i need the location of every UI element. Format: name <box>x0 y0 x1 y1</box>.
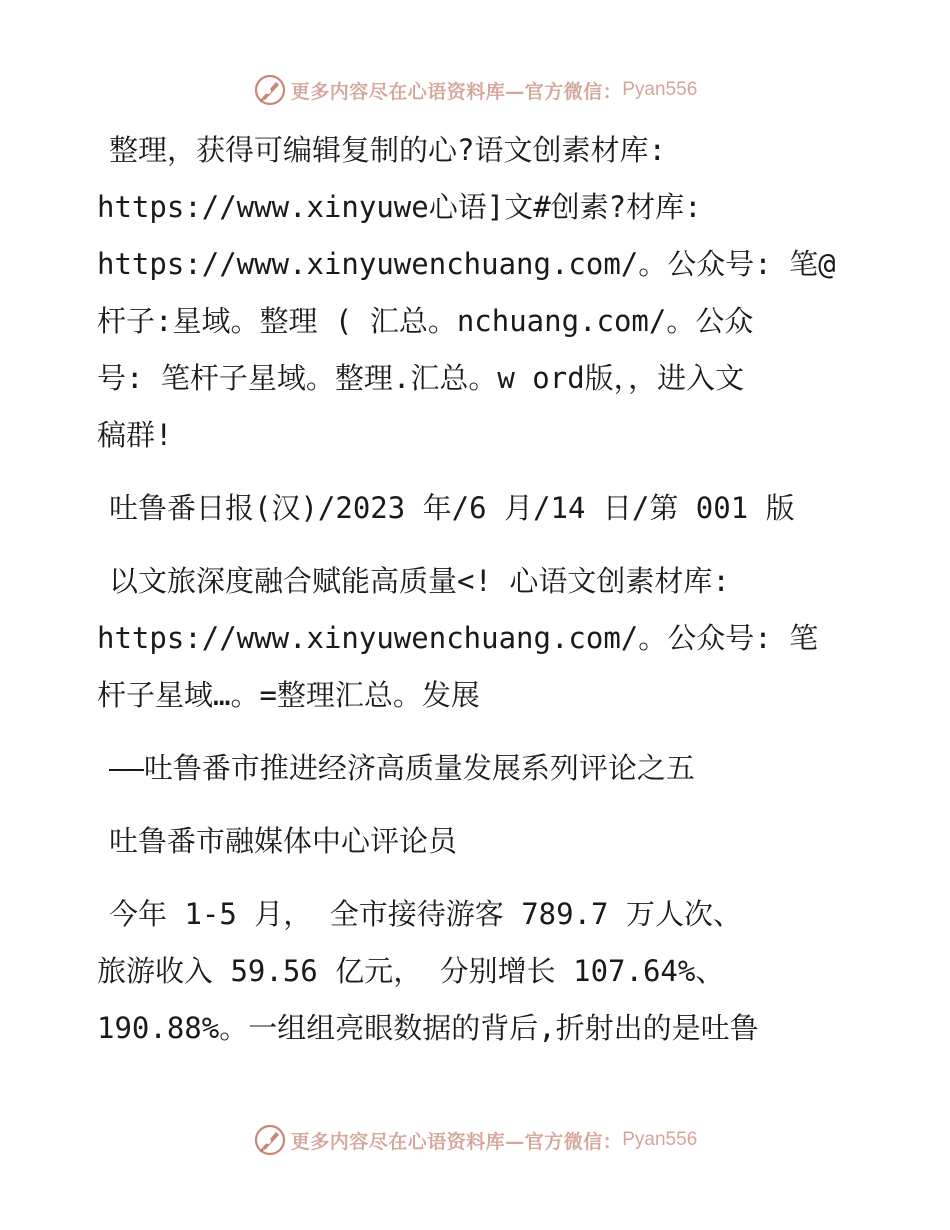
banner-inner <box>253 1123 698 1157</box>
paragraph-headline <box>97 553 867 724</box>
paragraph-source <box>97 480 867 537</box>
quill-logo-icon <box>253 1123 287 1157</box>
text-line: 杆子:星域。整理 ( 汇总。nchuang.com/。公众 <box>97 304 754 338</box>
text-line: 整理，获得可编辑复制的心?语文创素材库: <box>109 133 666 167</box>
text-line: 今年 1-5 月， 全市接待游客 789.7 万人次、 <box>109 897 742 931</box>
banner-wechat-id: Pyan556 <box>622 79 698 100</box>
text-line: 稿群! <box>97 418 173 452</box>
paragraph-body <box>97 886 867 1057</box>
banner-wechat-id: Pyan556 <box>622 1129 698 1150</box>
text-line: ——吐鲁番市推进经济高质量发展系列评论之五 <box>109 751 695 785</box>
quill-logo-icon <box>253 73 287 107</box>
text-line: 吐鲁番日报(汉)/2023 年/6 月/14 日/第 001 版 <box>109 491 795 525</box>
banner-text: 更多内容尽在心语资料库—官方微信： <box>290 80 623 103</box>
banner-text: 更多内容尽在心语资料库—官方微信： <box>290 1130 623 1153</box>
header-banner <box>0 70 950 110</box>
text-line: 190.88%。一组组亮眼数据的背后,折射出的是吐鲁 <box>97 1011 759 1045</box>
paragraph-author <box>97 813 867 870</box>
text-line: 以文旅深度融合赋能高质量<! 心语文创素材库: <box>109 564 730 598</box>
paragraph-intro <box>97 122 867 464</box>
text-line: https://www.xinyuwe心语]文#创素?材库: <box>97 190 702 224</box>
text-line: 旅游收入 59.56 亿元， 分别增长 107.64%、 <box>97 954 725 988</box>
banner-inner <box>253 73 698 107</box>
text-line: 杆子星域…。=整理汇总。发展 <box>97 678 480 712</box>
text-line: 号: 笔杆子星域。整理.汇总。w ord版，，进入文 <box>97 361 745 395</box>
footer-banner <box>0 1120 950 1160</box>
paragraph-subtitle <box>97 740 867 797</box>
document-body <box>97 122 867 1057</box>
text-line: https://www.xinyuwenchuang.com/。公众号: 笔@ <box>97 247 836 281</box>
text-line: 吐鲁番市融媒体中心评论员 <box>109 824 458 858</box>
text-line: https://www.xinyuwenchuang.com/。公众号: 笔 <box>97 621 819 655</box>
